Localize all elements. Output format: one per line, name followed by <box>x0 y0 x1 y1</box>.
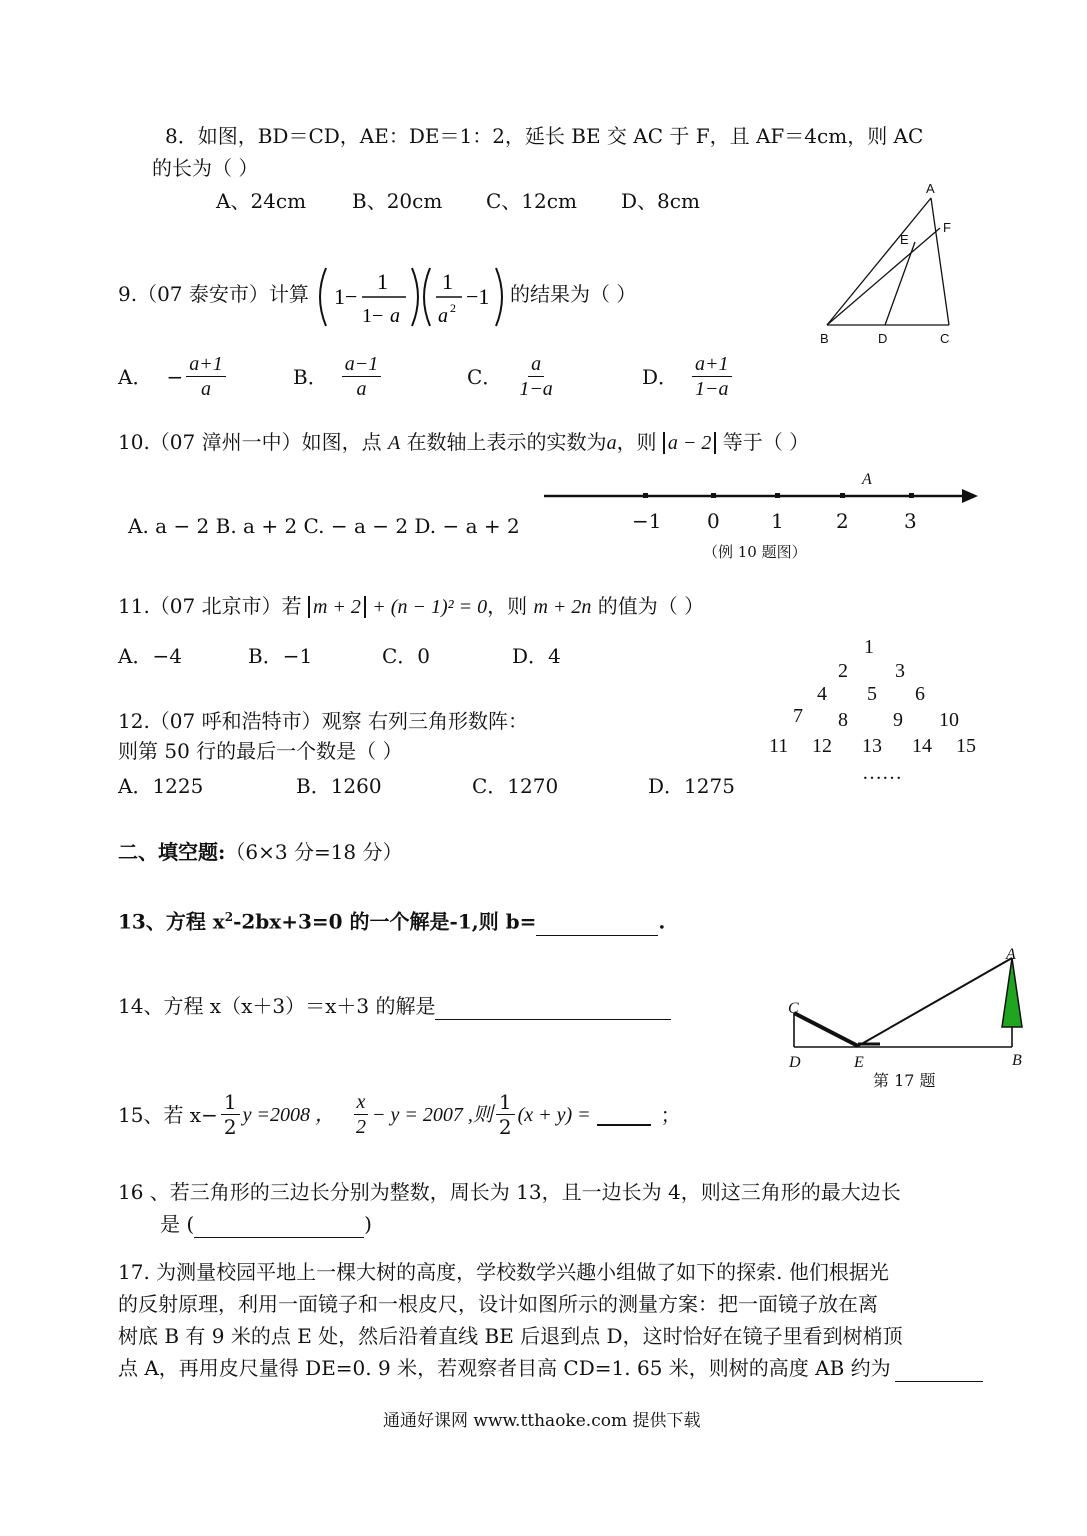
q10-number-line <box>540 484 980 508</box>
q9-option-c <box>467 352 559 401</box>
q12-ellipsis: …… <box>862 762 902 784</box>
q14-answer-blank[interactable] <box>435 999 671 1020</box>
q11-option-b: B．−1 <box>248 644 313 668</box>
q12-cell: 6 <box>915 683 925 705</box>
q16-line1: 16 、若三角形的三边长分别为整数，周长为 13，且一边长为 4，则这三角形的最大边长 <box>118 1180 901 1204</box>
q17-label-a: A <box>1006 946 1016 963</box>
q14-label: 14、方程 x（x＋3）＝x＋3 的解是 <box>118 994 436 1018</box>
svg-text:1: 1 <box>377 269 388 294</box>
q9-option-d-num: a+1 <box>692 352 732 377</box>
section2-score: （6×3 分=18 分） <box>225 840 403 864</box>
section2-heading <box>118 838 403 866</box>
q13-answer-blank[interactable] <box>536 915 658 936</box>
q13-text <box>118 903 665 936</box>
q8-label-f: F <box>943 220 951 235</box>
q11-suffix: 的值为（ ） <box>597 594 705 618</box>
svg-text:−1: −1 <box>466 284 490 309</box>
q12-cell: 4 <box>817 683 827 705</box>
q17-figure <box>780 945 1040 1055</box>
q10-mid: 在数轴上表示的实数为 <box>406 430 607 454</box>
q10-text <box>118 428 809 457</box>
q17-line: 的反射原理，利用一面镜子和一根皮尺，设计如图所示的测量方案：把一面镜子放在离 <box>118 1292 878 1316</box>
q11-option-c: C．0 <box>382 644 431 668</box>
svg-text:1−: 1− <box>362 305 384 327</box>
q9-option-a-sign: − <box>166 364 184 389</box>
q12-line2: 则第 50 行的最后一个数是（ ） <box>118 739 403 763</box>
section2-title: 二、填空题: <box>118 840 226 864</box>
q9-expression <box>312 262 512 332</box>
q17-label-b: B <box>1012 1052 1022 1069</box>
q9-option-a-num: a+1 <box>186 352 226 377</box>
q17-figure-caption: 第 17 题 <box>873 1071 936 1090</box>
q9-option-c-den: 1−a <box>519 378 553 400</box>
q12-cell: 9 <box>893 709 903 731</box>
q12-cell: 13 <box>862 735 882 757</box>
q15-half-den: 2 <box>223 1115 237 1139</box>
q10-tick-1: 1 <box>771 509 784 533</box>
q9-option-b <box>293 352 384 401</box>
q10-suffix: 等于（ ） <box>722 430 810 454</box>
q16-line2 <box>160 1210 372 1238</box>
q12-cell: 5 <box>867 683 877 705</box>
q15-half2-num: 1 <box>496 1090 515 1115</box>
q8-line2: 的长为（ ） <box>152 156 259 180</box>
svg-text:2: 2 <box>450 301 456 315</box>
q13-end: . <box>658 909 666 934</box>
q12-cell: 2 <box>838 660 848 682</box>
q8-label-a: A <box>926 181 935 196</box>
q10-var: a <box>606 432 617 454</box>
q17-label-d: D <box>789 1054 801 1071</box>
q9-option-b-letter: B． <box>293 364 328 389</box>
page-footer: 通通好课网 www.tthaoke.com 提供下载 <box>383 1411 701 1431</box>
q10-point-a: A <box>387 432 401 454</box>
q13-rest: -2bx+3=0 的一个解是-1,则 b= <box>233 909 537 934</box>
svg-text:1−: 1− <box>334 284 358 309</box>
q12-option-c: C．1270 <box>472 774 559 798</box>
svg-text:a: a <box>438 305 448 327</box>
q15-x-den: 2 <box>355 1116 366 1138</box>
q9-option-d-letter: D． <box>642 364 679 389</box>
q12-cell: 15 <box>956 735 976 757</box>
q17-label-e: E <box>854 1054 864 1071</box>
q9-option-b-num: a−1 <box>342 352 382 377</box>
q15-text <box>118 1090 681 1139</box>
q9-option-a-den: a <box>200 378 211 400</box>
q15-prefix: 15、若 x− <box>118 1102 218 1127</box>
q17-line: 17. 为测量校园平地上一棵大树的高度，学校数学兴趣小组做了如下的探索. 他们根据光 <box>118 1260 889 1284</box>
q9-option-b-den: a <box>356 378 367 400</box>
q17-label-c: C <box>788 1000 799 1017</box>
q12-cell: 1 <box>864 636 874 658</box>
q8-label-b: B <box>820 331 829 346</box>
q12-cell: 3 <box>895 660 905 682</box>
svg-text:a: a <box>390 305 400 327</box>
q15-end-expr: (x + y) = <box>517 1103 591 1126</box>
q13-sup: 2 <box>224 910 234 924</box>
q15-half2-den: 2 <box>498 1115 512 1139</box>
q10-axis-point-label: A <box>862 471 872 488</box>
q9-option-c-num: a <box>528 352 544 377</box>
q8-option-a: A、24cm <box>216 189 307 213</box>
q11-option-d: D．4 <box>512 644 561 668</box>
q10-tick-3: 3 <box>904 509 917 533</box>
q11-text <box>118 592 704 621</box>
q15-half-num: 1 <box>221 1090 240 1115</box>
q10-tick-2: 2 <box>836 509 849 533</box>
q12-cell: 10 <box>939 709 959 731</box>
q10-prefix: 10.（07 漳州一中）如图，点 <box>118 430 382 454</box>
q12-option-a: A．1225 <box>118 774 204 798</box>
svg-text:1: 1 <box>442 269 453 294</box>
q11-option-a: A．−4 <box>118 644 182 668</box>
q10-mid2: ，则 <box>616 430 657 454</box>
q12-option-b: B．1260 <box>296 774 382 798</box>
q10-tick-neg1: −1 <box>632 509 662 533</box>
q15-mid1: y =2008 ， <box>242 1103 335 1126</box>
q15-answer-blank[interactable] <box>597 1104 651 1126</box>
q12-cell: 11 <box>769 735 789 757</box>
q9-option-d <box>642 352 735 401</box>
q13-prefix: 13、方程 x <box>118 909 225 934</box>
q9-option-c-letter: C． <box>467 364 503 389</box>
q16-line2b: ) <box>364 1212 372 1236</box>
q14-text <box>118 992 671 1020</box>
q12-cell: 7 <box>793 705 803 727</box>
q9-option-a <box>118 352 229 401</box>
q15-x-num: x <box>354 1090 369 1115</box>
q8-label-d: D <box>878 331 888 346</box>
q11-prefix: 11.（07 北京市）若 <box>118 594 302 618</box>
q11-mid: ，则 <box>487 594 528 618</box>
q17-answer-blank[interactable] <box>895 1361 983 1382</box>
q8-option-c: C、12cm <box>486 189 577 213</box>
q11-abs: m + 2 <box>308 596 366 618</box>
q9-suffix: 的结果为（ ） <box>510 282 637 306</box>
q12-line1: 12.（07 呼和浩特市）观察 右列三角形数阵： <box>118 709 528 733</box>
q17-line: 树底 B 有 9 米的点 E 处，然后沿着直线 BE 后退到点 D，这时恰好在镜子里看到树梢顶 <box>118 1324 903 1348</box>
q8-line1: 8．如图，BD＝CD，AE：DE＝1：2，延长 BE 交 AC 于 F，且 AF＝4cm，则 AC <box>165 124 924 148</box>
q9-option-a-letter: A． <box>118 364 153 389</box>
q11-expr: + (n − 1)² = 0 <box>372 596 488 618</box>
q10-caption: （例 10 题图） <box>703 543 807 561</box>
q8-option-b: B、20cm <box>352 189 443 213</box>
q12-cell: 12 <box>812 735 832 757</box>
q12-option-d: D．1275 <box>648 774 735 798</box>
q8-option-d: D、8cm <box>621 189 700 213</box>
q8-label-e: E <box>900 232 909 247</box>
q15-end: ； <box>660 1102 681 1127</box>
q10-abs: a − 2 <box>663 432 717 454</box>
q10-tick-0: 0 <box>707 509 720 533</box>
q17-line: 点 A，再用皮尺量得 DE=0. 9 米，若观察者目高 CD=1. 65 米，则树的高度 AB 约为 <box>118 1356 891 1380</box>
q12-cell: 14 <box>912 735 932 757</box>
q17-line-last <box>118 1354 983 1382</box>
q15-mid2: − y = 2007 ,则 <box>371 1103 493 1126</box>
q8-triangle-figure <box>815 180 965 350</box>
q9-prefix: 9.（07 泰安市）计算 <box>118 282 309 306</box>
q8-label-c: C <box>940 331 950 346</box>
q16-line2a: 是 ( <box>160 1212 195 1236</box>
q9-option-d-den: 1−a <box>695 378 729 400</box>
q12-cell: 8 <box>838 709 848 731</box>
q11-expr2: m + 2n <box>533 596 592 618</box>
q16-answer-blank[interactable] <box>194 1217 364 1238</box>
q10-options: A. a − 2 B. a + 2 C. − a − 2 D. − a + 2 <box>128 514 520 538</box>
